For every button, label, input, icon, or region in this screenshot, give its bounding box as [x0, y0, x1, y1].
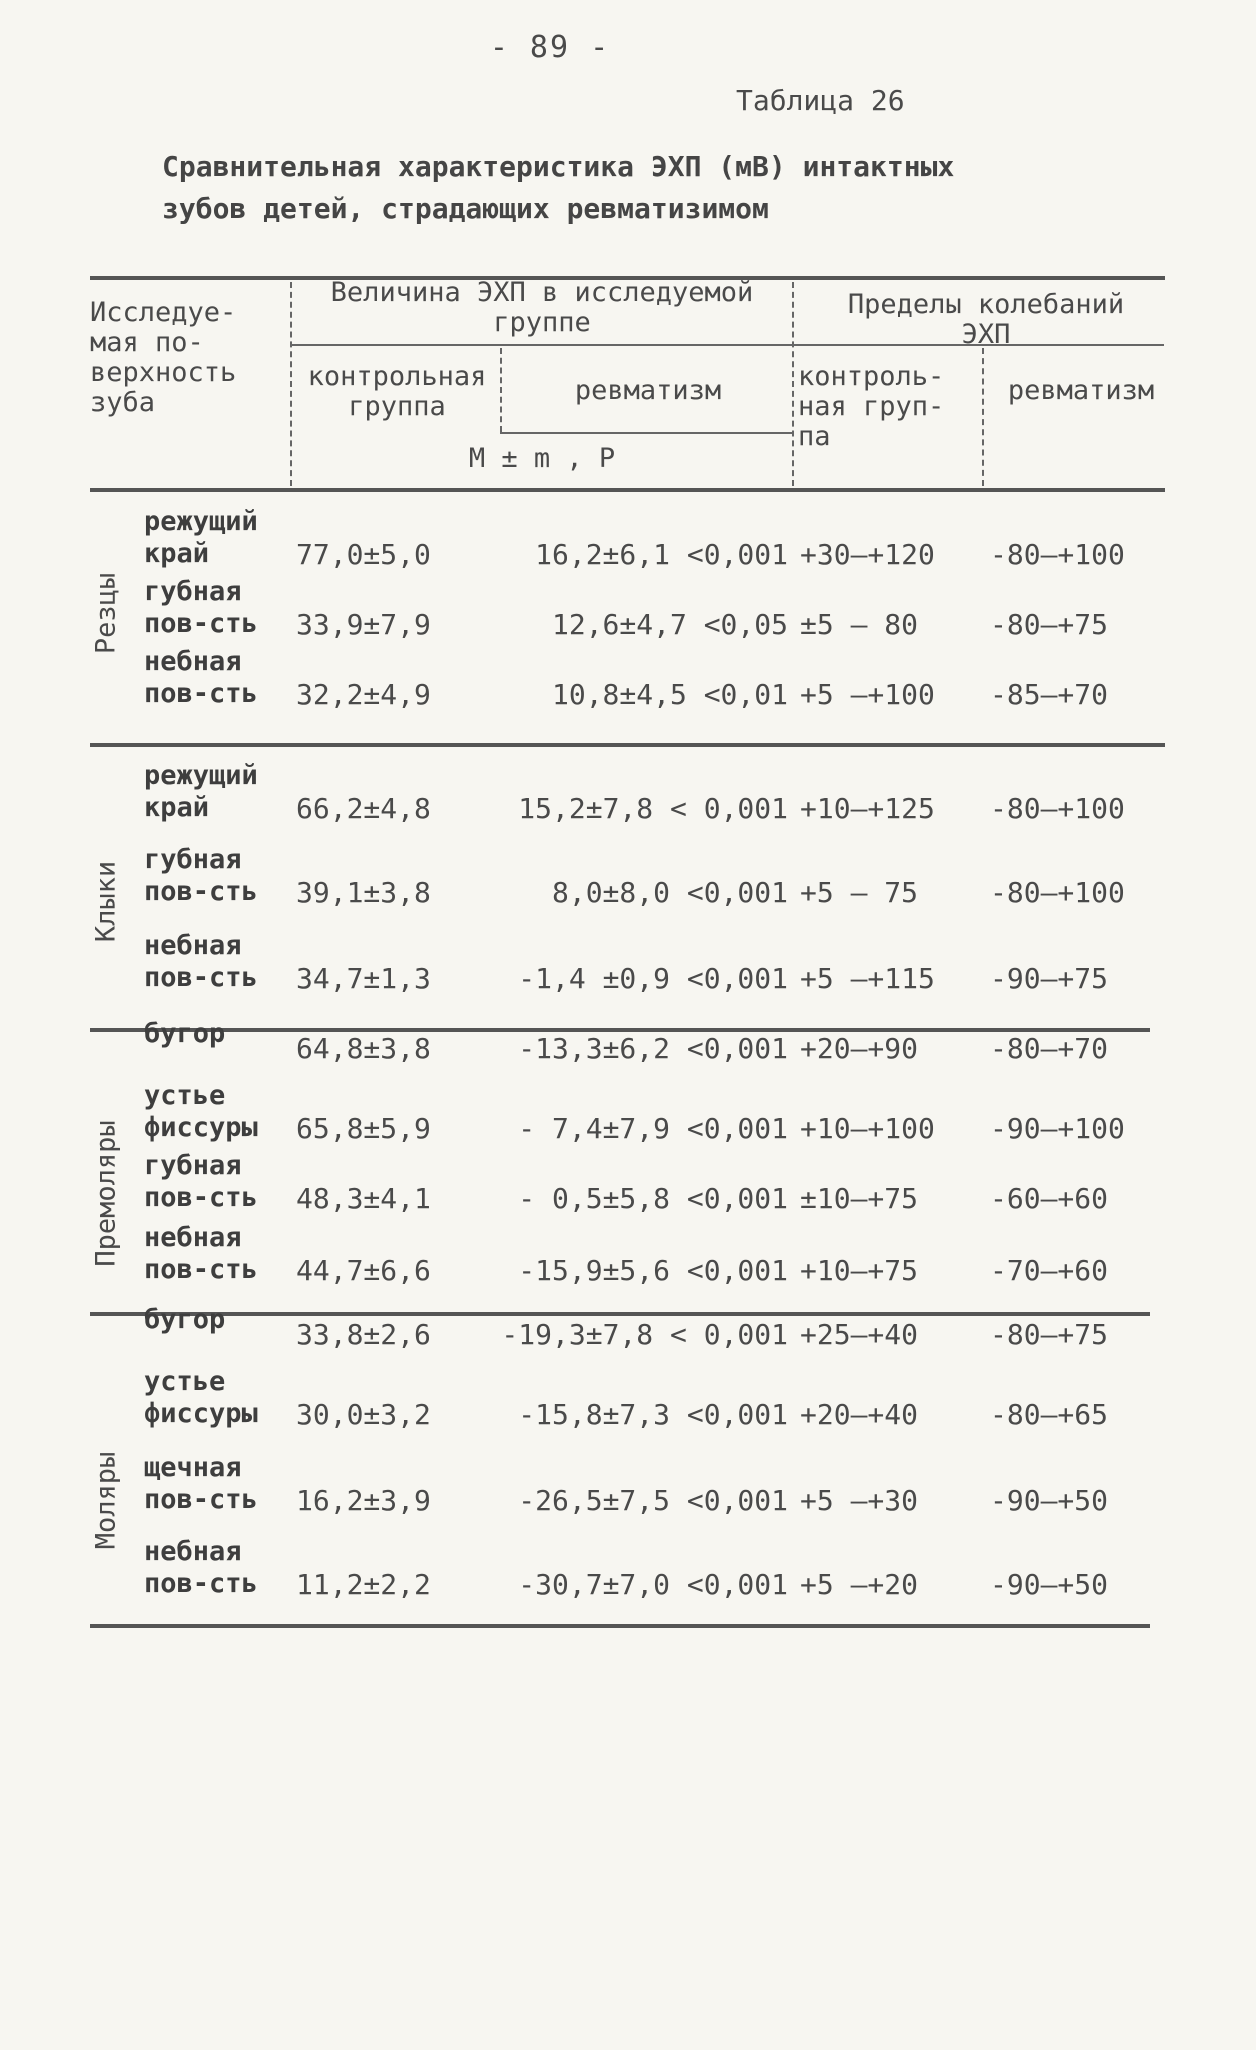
header-bottom-rule — [90, 488, 1165, 492]
control-value-cell: 77,0±5,0 — [296, 538, 431, 571]
control-value-cell: 34,7±1,3 — [296, 962, 431, 995]
group-label-canines: Клыки — [90, 860, 122, 943]
table-bottom-rule — [90, 1624, 1150, 1628]
header-stats: M ± m , P — [468, 443, 616, 474]
rheum-value-cell: 15,2±7,8 < 0,001 — [518, 792, 788, 825]
header-control-range: контроль- ная груп- па — [798, 361, 945, 452]
control-value-cell: 33,9±7,9 — [296, 608, 431, 641]
control-range-cell: +25—+40 — [800, 1318, 919, 1351]
control-value-cell: 44,7±6,6 — [296, 1254, 431, 1287]
control-value-cell: 65,8±5,9 — [296, 1112, 431, 1145]
header-rheum: ревматизм — [574, 375, 722, 406]
surface-cell: небная пов-сть — [144, 1536, 258, 1599]
control-value-cell: 32,2±4,9 — [296, 678, 431, 711]
control-value-cell: 11,2±2,2 — [296, 1568, 431, 1601]
rheum-range-cell: -80—+100 — [990, 538, 1125, 571]
rheum-value-cell: 8,0±8,0 <0,001 — [551, 876, 788, 909]
control-value-cell: 30,0±3,2 — [296, 1398, 431, 1431]
header-control: контрольная группа — [307, 361, 487, 422]
rheum-range-cell: -80—+100 — [990, 876, 1125, 909]
rheum-value-cell: -1,4 ±0,9 <0,001 — [518, 962, 788, 995]
control-range-cell: +10—+125 — [800, 792, 935, 825]
surface-cell: небная пов-сть — [144, 1222, 258, 1285]
control-range-cell: +5 —+30 — [800, 1484, 919, 1517]
rheum-value-cell: -13,3±6,2 <0,001 — [518, 1032, 788, 1065]
control-range-cell: ±10—+75 — [800, 1182, 919, 1215]
rheum-value-cell: -15,8±7,3 <0,001 — [518, 1398, 788, 1431]
rheum-value-cell: -26,5±7,5 <0,001 — [518, 1484, 788, 1517]
title-line-2: зубов детей, страдающих ревматизимом — [162, 192, 769, 225]
rheum-range-cell: -85—+70 — [990, 678, 1109, 711]
surface-cell: бугор — [144, 1018, 226, 1049]
surface-cell: щечная пов-сть — [144, 1452, 258, 1515]
group-label-incisors: Резцы — [90, 572, 122, 655]
control-range-cell: +30—+120 — [800, 538, 935, 571]
control-range-cell: +5 —+100 — [800, 678, 935, 711]
rheum-value-cell: -15,9±5,6 <0,001 — [518, 1254, 788, 1287]
control-range-cell: +10—+75 — [800, 1254, 919, 1287]
control-value-cell: 33,8±2,6 — [296, 1318, 431, 1351]
rheum-range-cell: -80—+100 — [990, 792, 1125, 825]
header-vline-4 — [982, 348, 984, 486]
control-value-cell: 48,3±4,1 — [296, 1182, 431, 1215]
rheum-range-cell: -90—+50 — [990, 1568, 1109, 1601]
control-range-cell: +5 —+20 — [800, 1568, 919, 1601]
rheum-value-cell: - 7,4±7,9 <0,001 — [518, 1112, 788, 1145]
page-number: - 89 - — [489, 30, 611, 65]
rheum-range-cell: -80—+75 — [990, 608, 1109, 641]
rheum-value-cell: -19,3±7,8 < 0,001 — [501, 1318, 788, 1351]
surface-cell: устье фиссуры — [144, 1366, 258, 1429]
rheum-range-cell: -90—+75 — [990, 962, 1109, 995]
surface-cell: губная пов-сть — [144, 576, 258, 639]
rheum-range-cell: -60—+60 — [990, 1182, 1109, 1215]
surface-cell: небная пов-сть — [144, 930, 258, 993]
control-value-cell: 16,2±3,9 — [296, 1484, 431, 1517]
control-range-cell: +20—+90 — [800, 1032, 919, 1065]
header-value-group: Величина ЭХП в исследуемой группе — [330, 277, 754, 338]
table-label: Таблица 26 — [736, 84, 905, 117]
rheum-range-cell: -80—+75 — [990, 1318, 1109, 1351]
group-rule-3 — [90, 1312, 1150, 1316]
surface-cell: небная пов-сть — [144, 646, 258, 709]
control-value-cell: 64,8±3,8 — [296, 1032, 431, 1065]
surface-cell: режущий край — [144, 760, 258, 823]
control-range-cell: +10—+100 — [800, 1112, 935, 1145]
surface-cell: режущий край — [144, 506, 258, 569]
control-range-cell: ±5 — 80 — [800, 608, 919, 641]
control-range-cell: +20—+40 — [800, 1398, 919, 1431]
surface-cell: бугор — [144, 1304, 226, 1335]
header-rule-stats — [500, 432, 792, 434]
group-label-premolars: Премоляры — [90, 1120, 122, 1267]
rheum-range-cell: -80—+65 — [990, 1398, 1109, 1431]
group-label-molars: Моляры — [90, 1451, 122, 1550]
rheum-range-cell: -70—+60 — [990, 1254, 1109, 1287]
title-line-1: Сравнительная характеристика ЭХП (мВ) интактных — [162, 150, 955, 183]
control-value-cell: 39,1±3,8 — [296, 876, 431, 909]
header-rheum-range: ревматизм — [1007, 375, 1155, 406]
rheum-value-cell: - 0,5±5,8 <0,001 — [518, 1182, 788, 1215]
header-range-group: Пределы колебаний ЭХП — [847, 289, 1125, 350]
table-title — [162, 146, 1062, 230]
rheum-value-cell: -30,7±7,0 <0,001 — [518, 1568, 788, 1601]
rheum-value-cell: 16,2±6,1 <0,001 — [535, 538, 788, 571]
control-value-cell: 66,2±4,8 — [296, 792, 431, 825]
surface-cell: губная пов-сть — [144, 844, 258, 907]
surface-cell: устье фиссуры — [144, 1080, 258, 1143]
control-range-cell: +5 —+115 — [800, 962, 935, 995]
group-rule-1 — [90, 743, 1165, 747]
header-vline-3 — [792, 282, 794, 486]
rheum-value-cell: 10,8±4,5 <0,01 — [551, 678, 788, 711]
rheum-range-cell: -80—+70 — [990, 1032, 1109, 1065]
header-vline-2 — [500, 348, 502, 432]
surface-cell: губная пов-сть — [144, 1150, 258, 1213]
rheum-value-cell: 12,6±4,7 <0,05 — [551, 608, 788, 641]
rheum-range-cell: -90—+50 — [990, 1484, 1109, 1517]
header-surface: Исследуе- мая по- верхность зуба — [90, 297, 237, 418]
rheum-range-cell: -90—+100 — [990, 1112, 1125, 1145]
header-vline-1 — [290, 282, 292, 486]
control-range-cell: +5 — 75 — [800, 876, 919, 909]
